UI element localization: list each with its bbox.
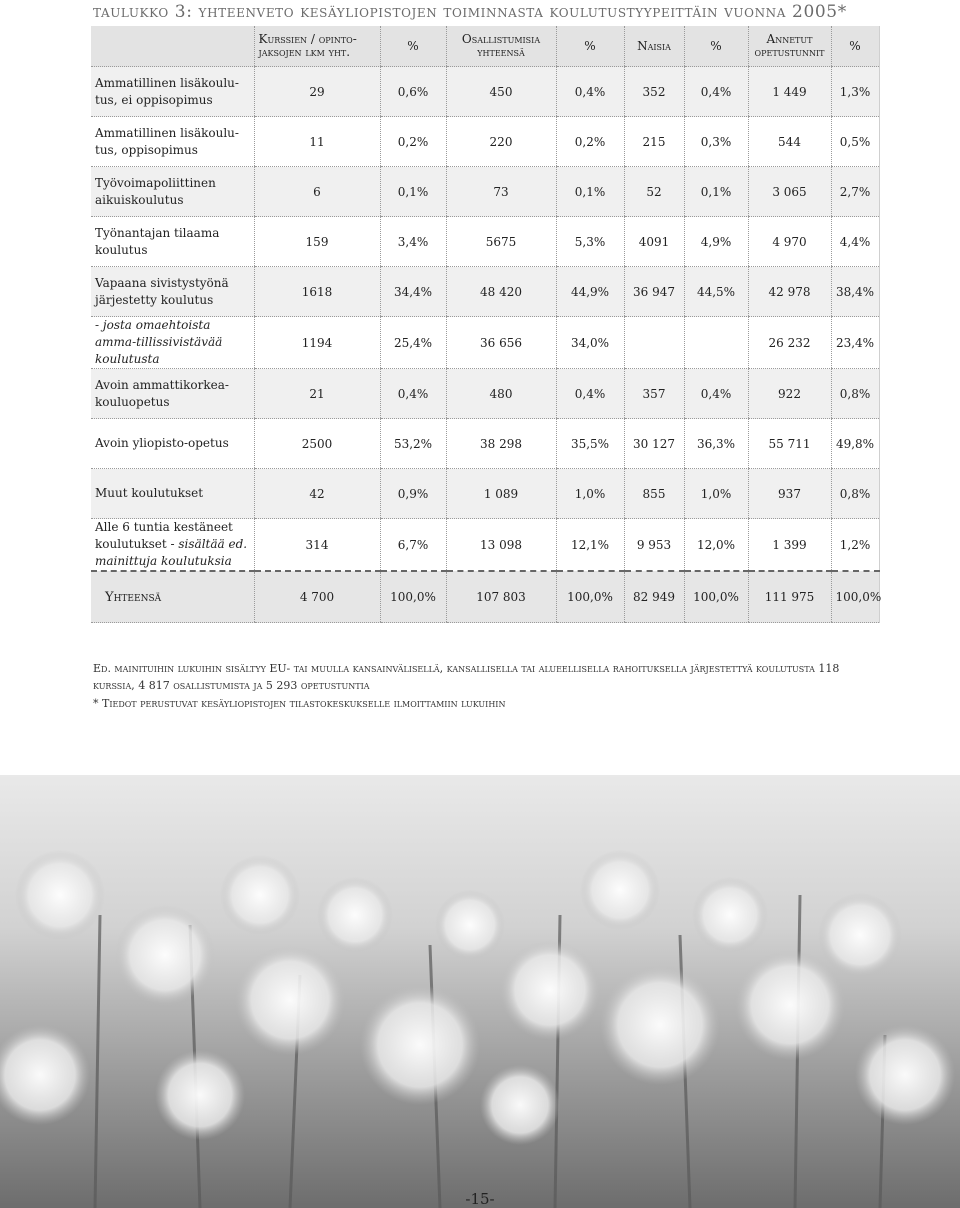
row-label: Avoin ammattikorkea-kouluopetus (91, 369, 254, 419)
cell: 5675 (446, 217, 556, 267)
cell: 1194 (254, 317, 380, 369)
row-label-italic: sisältää ed. mainittuja koulutuksia (95, 537, 248, 568)
row-label: Avoin yliopisto-opetus (91, 419, 254, 469)
cell: 0,5% (831, 117, 879, 167)
cell: 855 (624, 469, 684, 519)
table-row (91, 369, 879, 419)
row-label: Ammatillinen lisäkoulu-tus, oppisopimus (91, 117, 254, 167)
cell: 3 065 (748, 167, 831, 217)
cell: 1,2% (831, 519, 879, 572)
table-title: taulukko 3: yhteenveto kesäyliopistojen toiminnasta koulutustyypeittäin vuonna 2005* (93, 2, 847, 22)
table-row (91, 317, 879, 369)
cell: 544 (748, 117, 831, 167)
cell: 450 (446, 67, 556, 117)
cell: 1,3% (831, 67, 879, 117)
cell: 0,4% (684, 369, 748, 419)
header-cell: % (831, 26, 879, 67)
cell: 11 (254, 117, 380, 167)
cell: 0,4% (684, 67, 748, 117)
cell: 4091 (624, 217, 684, 267)
cell: 48 420 (446, 267, 556, 317)
total-cell: 100,0% (556, 571, 624, 623)
cell: 36,3% (684, 419, 748, 469)
cell: 6,7% (380, 519, 446, 572)
cell: 0,2% (556, 117, 624, 167)
total-cell: 107 803 (446, 571, 556, 623)
cell: 0,4% (556, 67, 624, 117)
cell: 0,3% (684, 117, 748, 167)
cell: 5,3% (556, 217, 624, 267)
summary-table (91, 26, 880, 623)
cell (684, 317, 748, 369)
cell: 352 (624, 67, 684, 117)
cell: 1 399 (748, 519, 831, 572)
cell: 0,1% (556, 167, 624, 217)
header-cell: Kurssien / opinto-jaksojen lkm yht. (254, 26, 380, 67)
cell: 314 (254, 519, 380, 572)
total-row (91, 571, 879, 623)
cell: 52 (624, 167, 684, 217)
cell: 30 127 (624, 419, 684, 469)
row-label: Muut koulutukset (91, 469, 254, 519)
row-label: Vapaana sivistystyönä järjestetty koulutus (91, 267, 254, 317)
cell: 937 (748, 469, 831, 519)
total-cell: 100,0% (831, 571, 879, 623)
cell: 2500 (254, 419, 380, 469)
table-row (91, 267, 879, 317)
cell: 73 (446, 167, 556, 217)
row-label: Työnantajan tilaama koulutus (91, 217, 254, 267)
cell: 38 298 (446, 419, 556, 469)
cell: 0,1% (380, 167, 446, 217)
cell: 0,2% (380, 117, 446, 167)
cell: 220 (446, 117, 556, 167)
footnote-ed: Ed. mainituihin lukuihin sisältyy EU- tai muulla kansainvälisellä, kansallisella tai alueellisella rahoituksella järjestettyä koulutusta 118 kurssia, 4 817 osallistumista ja 5 293 opetustuntia (93, 662, 840, 692)
cell: 26 232 (748, 317, 831, 369)
cell: 34,0% (556, 317, 624, 369)
cell: 1 089 (446, 469, 556, 519)
table-row (91, 519, 879, 572)
total-cell: 4 700 (254, 571, 380, 623)
cell: 55 711 (748, 419, 831, 469)
total-cell: 100,0% (684, 571, 748, 623)
total-label: Yhteensä (91, 571, 254, 623)
header-cell: % (556, 26, 624, 67)
cell: 357 (624, 369, 684, 419)
cell: 44,5% (684, 267, 748, 317)
cell: 42 978 (748, 267, 831, 317)
cell: 49,8% (831, 419, 879, 469)
cell: 53,2% (380, 419, 446, 469)
cell: 1618 (254, 267, 380, 317)
row-label: - josta omaehtoista amma-tillissivistävää koulutusta (91, 317, 254, 369)
cell: 1,0% (556, 469, 624, 519)
cell: 215 (624, 117, 684, 167)
total-cell: 100,0% (380, 571, 446, 623)
cell: 0,4% (556, 369, 624, 419)
cell: 23,4% (831, 317, 879, 369)
cell: 2,7% (831, 167, 879, 217)
cell: 0,9% (380, 469, 446, 519)
table-row (91, 117, 879, 167)
dandelion-meadow-photo (0, 775, 960, 1208)
table-row (91, 469, 879, 519)
cell: 25,4% (380, 317, 446, 369)
cell: 35,5% (556, 419, 624, 469)
cell: 12,0% (684, 519, 748, 572)
cell: 4 970 (748, 217, 831, 267)
header-cell: % (684, 26, 748, 67)
row-label: Työvoimapoliittinen aikuiskoulutus (91, 167, 254, 217)
cell: 0,8% (831, 469, 879, 519)
cell: 34,4% (380, 267, 446, 317)
header-cell: Annetut opetustunnit (748, 26, 831, 67)
table-row (91, 167, 879, 217)
cell: 13 098 (446, 519, 556, 572)
cell: 159 (254, 217, 380, 267)
row-label (91, 519, 254, 572)
cell: 0,4% (380, 369, 446, 419)
cell: 1,0% (684, 469, 748, 519)
header-cell: % (380, 26, 446, 67)
row-label-plain: Alle 6 tuntia kestäneet koulutukset - (95, 520, 233, 551)
table-row (91, 67, 879, 117)
cell: 0,8% (831, 369, 879, 419)
footnote-source: * Tiedot perustuvat kesäyliopistojen tilastokeskukselle ilmoittamiin lukuihin (93, 697, 506, 710)
cell (624, 317, 684, 369)
cell: 38,4% (831, 267, 879, 317)
row-label: Ammatillinen lisäkoulu-tus, ei oppisopimus (91, 67, 254, 117)
cell: 6 (254, 167, 380, 217)
cell: 42 (254, 469, 380, 519)
cell: 480 (446, 369, 556, 419)
cell: 44,9% (556, 267, 624, 317)
total-cell: 82 949 (624, 571, 684, 623)
cell: 29 (254, 67, 380, 117)
cell: 1 449 (748, 67, 831, 117)
cell: 922 (748, 369, 831, 419)
cell: 12,1% (556, 519, 624, 572)
header-cell: Osallistumisia yhteensä (446, 26, 556, 67)
cell: 36 947 (624, 267, 684, 317)
header-cell (91, 26, 254, 67)
cell: 21 (254, 369, 380, 419)
table-header-row (91, 26, 879, 67)
page-number: -15- (465, 1190, 495, 1208)
cell: 0,6% (380, 67, 446, 117)
table-row (91, 419, 879, 469)
cell: 4,4% (831, 217, 879, 267)
cell: 4,9% (684, 217, 748, 267)
cell: 0,1% (684, 167, 748, 217)
table-row (91, 217, 879, 267)
cell: 36 656 (446, 317, 556, 369)
total-cell: 111 975 (748, 571, 831, 623)
cell: 3,4% (380, 217, 446, 267)
cell: 9 953 (624, 519, 684, 572)
header-cell: Naisia (624, 26, 684, 67)
